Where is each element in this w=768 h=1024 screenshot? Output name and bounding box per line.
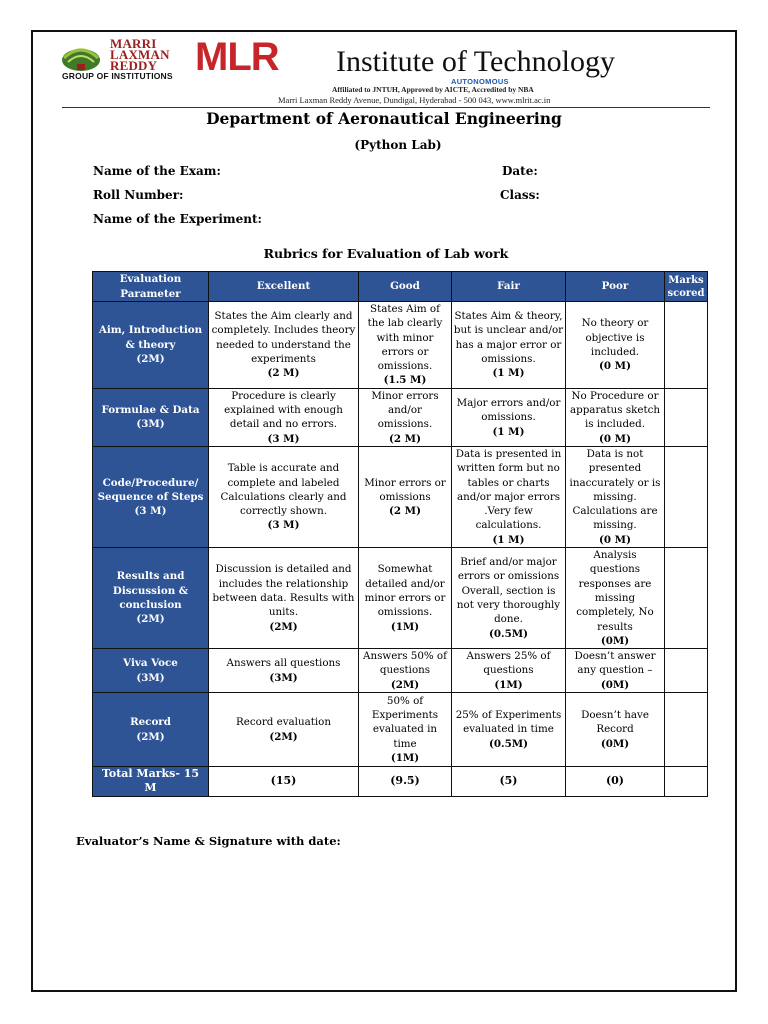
rubric-table xyxy=(92,271,708,797)
marks-scored-cell[interactable] xyxy=(665,693,708,767)
poor-cell: Doesn’t answer any question – (0M) xyxy=(566,649,665,693)
institute-name: Institute of Technology xyxy=(336,45,615,78)
excellent-cell: Discussion is detailed and includes the relationship between data. Results with units. (2M) xyxy=(209,548,359,649)
fair-cell: Answers 25% of questions (1M) xyxy=(452,649,566,693)
marks-scored-cell[interactable] xyxy=(665,548,708,649)
good-cell: Minor errors or omissions (2 M) xyxy=(359,446,452,547)
table-row xyxy=(93,388,708,446)
poor-cell: No theory or objective is included. (0 M) xyxy=(566,302,665,389)
marks-scored-cell[interactable] xyxy=(665,302,708,389)
fair-cell: 25% of Experiments evaluated in time (0.5M) xyxy=(452,693,566,767)
logo-group-text: GROUP OF INSTITUTIONS xyxy=(62,71,173,81)
total-excellent-cell: (15) xyxy=(209,767,359,797)
fair-cell: Data is presented in written form but no tables or charts and/or major errors .Very few calculations. (1 M) xyxy=(452,446,566,547)
table-row xyxy=(93,548,708,649)
department-title: Department of Aeronautical Engineering xyxy=(206,109,562,128)
marks-scored-cell[interactable] xyxy=(665,649,708,693)
table-row xyxy=(93,446,708,547)
institution-logo xyxy=(58,38,193,82)
parameter-cell: Viva Voce (3M) xyxy=(93,649,209,693)
roll-number-label: Roll Number: xyxy=(93,188,184,202)
parameter-cell: Formulae & Data (3M) xyxy=(93,388,209,446)
column-header: Poor xyxy=(566,272,665,302)
good-cell: Answers 50% of questions (2M) xyxy=(359,649,452,693)
poor-cell: No Procedure or apparatus sketch is included. (0 M) xyxy=(566,388,665,446)
excellent-cell: Procedure is clearly explained with enough detail and no errors. (3 M) xyxy=(209,388,359,446)
column-header: Excellent xyxy=(209,272,359,302)
poor-cell: Data is not presented inaccurately or is missing. Calculations are missing. (0 M) xyxy=(566,446,665,547)
emblem-icon xyxy=(60,40,102,74)
good-cell: 50% of Experiments evaluated in time (1M) xyxy=(359,693,452,767)
excellent-cell: Record evaluation (2M) xyxy=(209,693,359,767)
excellent-cell: Table is accurate and complete and labeled Calculations clearly and correctly shown. (3 M) xyxy=(209,446,359,547)
parameter-cell: Record (2M) xyxy=(93,693,209,767)
fair-cell: Major errors and/or omissions. (1 M) xyxy=(452,388,566,446)
table-row xyxy=(93,649,708,693)
fair-cell: States Aim & theory, but is unclear and/or has a major error or omissions. (1 M) xyxy=(452,302,566,389)
total-good-cell: (9.5) xyxy=(359,767,452,797)
table-header-row xyxy=(93,272,708,302)
total-label-cell: Total Marks- 15 M xyxy=(93,767,209,797)
good-cell: Minor errors and/or omissions. (2 M) xyxy=(359,388,452,446)
excellent-cell: States the Aim clearly and completely. Includes theory needed to understand the experiments (2 M) xyxy=(209,302,359,389)
column-header: Fair xyxy=(452,272,566,302)
total-fair-cell: (5) xyxy=(452,767,566,797)
table-row xyxy=(93,693,708,767)
excellent-cell: Answers all questions (3M) xyxy=(209,649,359,693)
total-row xyxy=(93,767,708,797)
parameter-cell: Aim, Introduction & theory (2M) xyxy=(93,302,209,389)
marks-scored-cell[interactable] xyxy=(665,446,708,547)
parameter-cell: Results and Discussion & conclusion (2M) xyxy=(93,548,209,649)
exam-name-label: Name of the Exam: xyxy=(93,164,221,178)
column-header: Marks scored xyxy=(665,272,708,302)
rubric-title: Rubrics for Evaluation of Lab work xyxy=(263,246,509,261)
autonomous-tag: AUTONOMOUS xyxy=(451,77,509,86)
class-label: Class: xyxy=(500,188,540,202)
parameter-cell: Code/Procedure/ Sequence of Steps (3 M) xyxy=(93,446,209,547)
affiliation-line: Affiliated to JNTUH, Approved by AICTE, Accredited by NBA xyxy=(332,85,534,94)
lab-subtitle: (Python Lab) xyxy=(354,138,442,152)
experiment-name-label: Name of the Experiment: xyxy=(93,212,262,226)
poor-cell: Doesn’t have Record (0M) xyxy=(566,693,665,767)
logo-wordmark: MARRI LAXMAN REDDY xyxy=(110,36,170,73)
good-cell: Somewhat detailed and/or minor errors or omissions. (1M) xyxy=(359,548,452,649)
good-cell: States Aim of the lab clearly with minor errors or omissions. (1.5 M) xyxy=(359,302,452,389)
column-header: Evaluation Parameter xyxy=(93,272,209,302)
fair-cell: Brief and/or major errors or omissions Overall, section is not very thoroughly done. (0.5M) xyxy=(452,548,566,649)
header-divider xyxy=(62,107,710,108)
address-line: Marri Laxman Reddy Avenue, Dundigal, Hyderabad - 500 043, www.mlrit.ac.in xyxy=(278,95,551,105)
poor-cell: Analysis questions responses are missing completely, No results (0M) xyxy=(566,548,665,649)
table-row xyxy=(93,302,708,389)
total-marks-scored-cell[interactable] xyxy=(665,767,708,797)
brand-mark: MLR xyxy=(195,35,279,79)
date-label: Date: xyxy=(502,164,538,178)
column-header: Good xyxy=(359,272,452,302)
marks-scored-cell[interactable] xyxy=(665,388,708,446)
total-poor-cell: (0) xyxy=(566,767,665,797)
evaluator-signature-label: Evaluator’s Name & Signature with date: xyxy=(76,834,341,848)
